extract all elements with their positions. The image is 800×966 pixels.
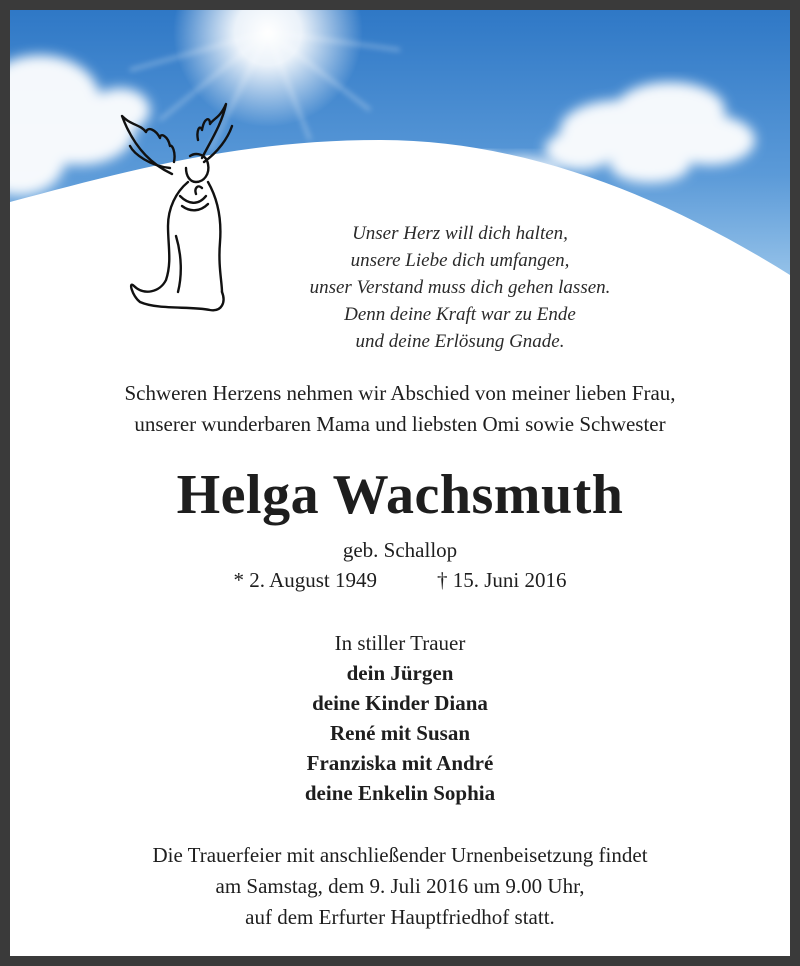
poem-line: unsere Liebe dich umfangen, — [350, 250, 570, 271]
maiden-name: geb. Schallop — [342, 538, 458, 562]
service-line: am Samstag, dem 9. Juli 2016 um 9.00 Uhr, — [215, 874, 585, 898]
poem-line: unser Verstand muss dich gehen lassen. — [309, 277, 611, 298]
death-date: † 15. Juni 2016 — [437, 568, 567, 592]
intro-line: Schweren Herzens nehmen wir Abschied von meiner lieben Frau, — [124, 381, 676, 405]
service-line: Die Trauerfeier mit anschließender Urnenbeisetzung findet — [152, 843, 648, 867]
poem-line: Denn deine Kraft war zu Ende — [344, 304, 576, 325]
service-line: auf dem Erfurter Hauptfriedhof statt. — [245, 905, 555, 929]
service-info — [10, 840, 790, 933]
mourner-name: Franziska mit André — [306, 751, 494, 775]
intro-text — [10, 378, 790, 440]
poem-line: Unser Herz will dich halten, — [352, 223, 568, 244]
mourners-heading: In stiller Trauer — [334, 631, 466, 655]
mourner-name: René mit Susan — [329, 721, 471, 745]
life-dates — [10, 565, 790, 595]
mourner-name: dein Jürgen — [346, 661, 454, 685]
intro-line: unserer wunderbaren Mama und liebsten Omi sowie Schwester — [134, 412, 666, 436]
mourner-name: deine Kinder Diana — [312, 691, 488, 715]
poem — [210, 220, 710, 355]
deceased-name: Helga Wachsmuth — [176, 464, 624, 526]
mourner-name: deine Enkelin Sophia — [304, 781, 496, 805]
birth-date: * 2. August 1949 — [233, 568, 377, 592]
poem-line: und deine Erlösung Gnade. — [355, 331, 565, 352]
mourners — [10, 628, 790, 808]
